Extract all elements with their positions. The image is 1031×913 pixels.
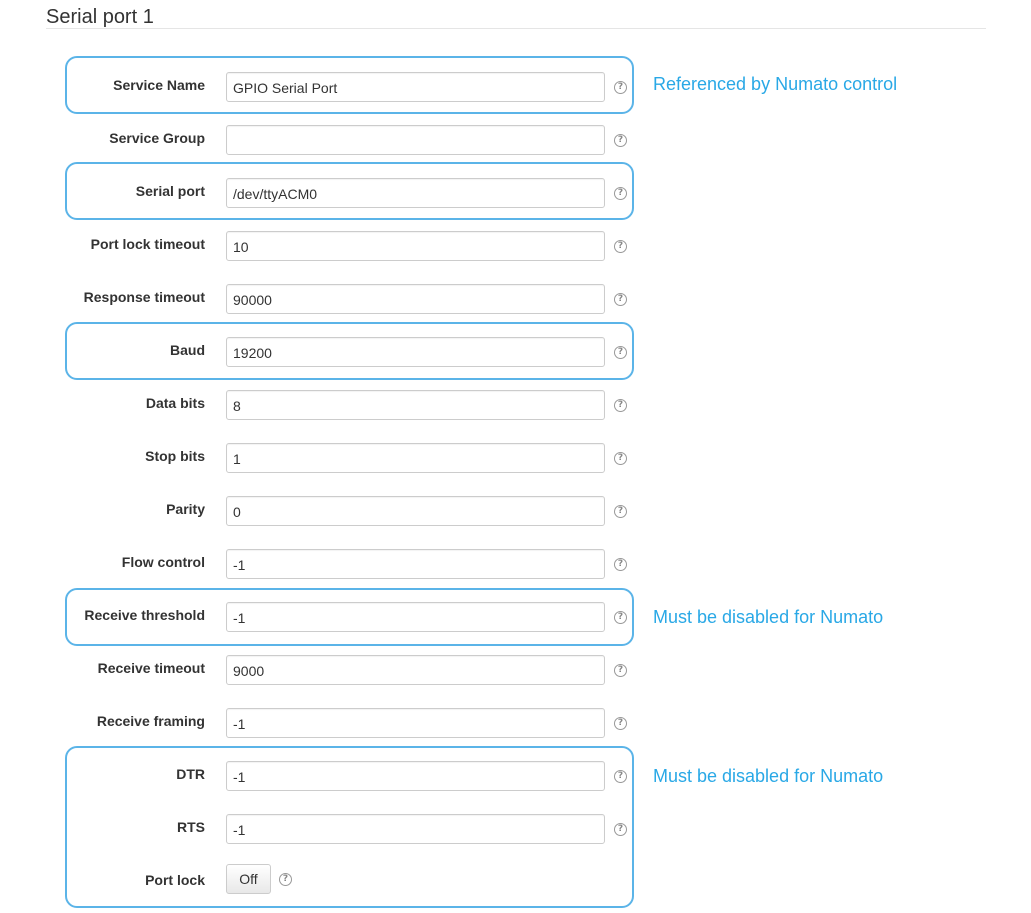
- service-group-input[interactable]: [226, 125, 605, 155]
- data-bits-input[interactable]: [226, 390, 605, 420]
- stop-bits-help-icon[interactable]: ?: [614, 452, 627, 465]
- response-timeout-label: Response timeout: [83, 289, 205, 305]
- dtr-help-icon[interactable]: ?: [614, 770, 627, 783]
- serial-port-label: Serial port: [135, 183, 205, 199]
- receive-framing-label: Receive framing: [96, 713, 205, 729]
- section-divider: [46, 28, 986, 29]
- service-name-label: Service Name: [113, 77, 205, 93]
- baud-input[interactable]: [226, 337, 605, 367]
- rts-help-icon[interactable]: ?: [614, 823, 627, 836]
- service-name-help-icon[interactable]: ?: [614, 81, 627, 94]
- service-group-label: Service Group: [109, 130, 205, 146]
- flow-control-help-icon[interactable]: ?: [614, 558, 627, 571]
- receive-threshold-annotation: Must be disabled for Numato: [653, 607, 884, 627]
- stop-bits-input[interactable]: [226, 443, 605, 473]
- service-group-help-icon[interactable]: ?: [614, 134, 627, 147]
- parity-input[interactable]: [226, 496, 605, 526]
- serial-port-input[interactable]: [226, 178, 605, 208]
- rts-input[interactable]: [226, 814, 605, 844]
- port-lock-help-icon[interactable]: ?: [279, 873, 292, 886]
- dtr-input[interactable]: [226, 761, 605, 791]
- rts-label: RTS: [177, 819, 205, 835]
- serial-port-help-icon[interactable]: ?: [614, 187, 627, 200]
- receive-threshold-help-icon[interactable]: ?: [614, 611, 627, 624]
- receive-timeout-input[interactable]: [226, 655, 605, 685]
- baud-help-icon[interactable]: ?: [614, 346, 627, 359]
- receive-framing-input[interactable]: [226, 708, 605, 738]
- port-lock-timeout-help-icon[interactable]: ?: [614, 240, 627, 253]
- receive-timeout-help-icon[interactable]: ?: [614, 664, 627, 677]
- stop-bits-label: Stop bits: [145, 448, 205, 464]
- port-lock-toggle-button[interactable]: Off: [226, 864, 271, 894]
- receive-threshold-label: Receive threshold: [84, 607, 205, 623]
- parity-help-icon[interactable]: ?: [614, 505, 627, 518]
- receive-timeout-label: Receive timeout: [97, 660, 205, 676]
- service-name-input[interactable]: [226, 72, 605, 102]
- baud-label: Baud: [170, 342, 205, 358]
- flow-control-label: Flow control: [121, 554, 205, 570]
- dtr-label: DTR: [176, 766, 205, 782]
- parity-label: Parity: [166, 501, 205, 517]
- service-name-annotation: Referenced by Numato control: [653, 74, 898, 94]
- port-lock-label: Port lock: [145, 872, 205, 888]
- flow-control-input[interactable]: [226, 549, 605, 579]
- port-lock-timeout-label: Port lock timeout: [90, 236, 205, 252]
- data-bits-label: Data bits: [145, 395, 205, 411]
- dtr-rts-annotation: Must be disabled for Numato: [653, 766, 884, 786]
- response-timeout-input[interactable]: [226, 284, 605, 314]
- receive-framing-help-icon[interactable]: ?: [614, 717, 627, 730]
- response-timeout-help-icon[interactable]: ?: [614, 293, 627, 306]
- data-bits-help-icon[interactable]: ?: [614, 399, 627, 412]
- section-title: Serial port 1: [46, 6, 154, 28]
- receive-threshold-input[interactable]: [226, 602, 605, 632]
- port-lock-timeout-input[interactable]: [226, 231, 605, 261]
